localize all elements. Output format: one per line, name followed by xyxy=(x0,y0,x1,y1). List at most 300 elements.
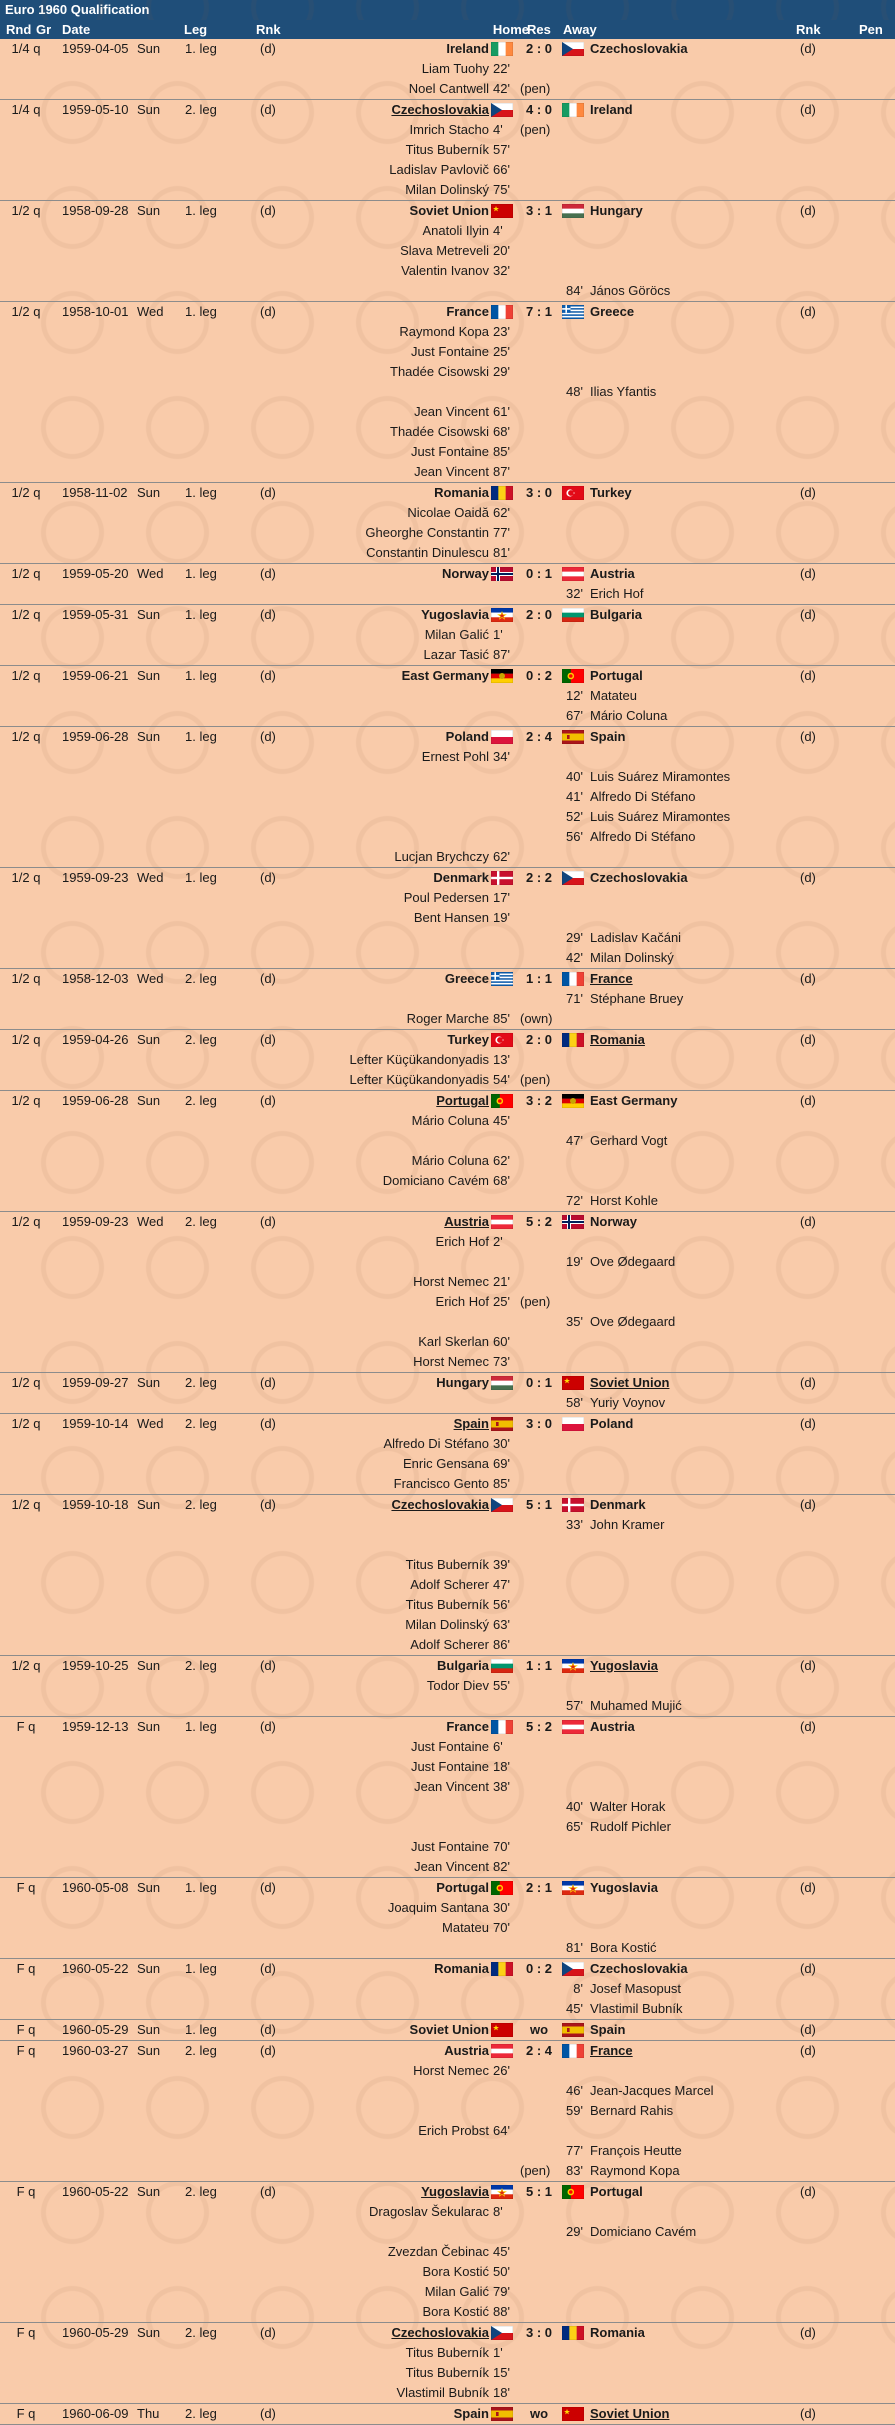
result-cell: 0 : 1 xyxy=(525,1375,552,1390)
round-cell: 1/2 q xyxy=(11,203,41,218)
leg-cell: 1. leg xyxy=(185,41,217,56)
away-team: Turkey xyxy=(590,485,632,500)
round-cell: 1/2 q xyxy=(11,1375,41,1390)
away-goal-minute: 46' xyxy=(566,2083,583,2098)
away-rank-cell: (d) xyxy=(800,2043,816,2058)
goal-note: (pen) xyxy=(520,2163,551,2178)
home-team: Soviet Union xyxy=(409,2022,489,2037)
home-flag-icon xyxy=(491,730,513,744)
home-scorer: Thadée Cisowski xyxy=(390,424,489,439)
away-flag-icon xyxy=(562,2023,584,2037)
away-goal-minute: 33' xyxy=(566,1517,583,1532)
leg-cell: 1. leg xyxy=(185,485,217,500)
result-cell: 5 : 1 xyxy=(525,1497,552,1512)
away-team: Portugal xyxy=(590,2184,643,2199)
date-cell: 1959-09-27 xyxy=(62,1375,129,1390)
away-scorer: Ilias Yfantis xyxy=(590,384,657,399)
date-cell: 1959-05-31 xyxy=(62,607,129,622)
leg-cell: 2. leg xyxy=(185,2325,217,2340)
home-goal-minute: 56' xyxy=(493,1597,510,1612)
away-goal-minute: 47' xyxy=(566,1133,583,1148)
home-goal-minute: 25' xyxy=(493,1294,510,1309)
away-scorer: Raymond Kopa xyxy=(590,2163,680,2178)
match-block xyxy=(0,564,895,605)
away-goal-minute: 42' xyxy=(566,950,583,965)
home-goal-minute: 68' xyxy=(493,424,510,439)
result-cell: 5 : 2 xyxy=(525,1214,552,1229)
round-cell: F q xyxy=(16,2022,36,2037)
weekday-cell: Sun xyxy=(137,2325,161,2340)
away-scorer: Bora Kostić xyxy=(590,1940,657,1955)
away-goal-minute: 59' xyxy=(566,2103,583,2118)
home-goal-minute: 75' xyxy=(493,182,510,197)
home-rank-cell: (d) xyxy=(260,2406,276,2421)
home-scorer: Titus Buberník xyxy=(405,1597,489,1612)
result-cell: 2 : 4 xyxy=(525,2043,552,2058)
match-block xyxy=(0,605,895,666)
home-team: Austria xyxy=(444,2043,489,2058)
home-rank-cell: (d) xyxy=(260,566,276,581)
away-team: Ireland xyxy=(590,102,633,117)
home-goal-minute: 70' xyxy=(493,1839,510,1854)
round-cell: 1/2 q xyxy=(11,1032,41,1047)
col-rnk-home: Rnk xyxy=(256,22,281,37)
weekday-cell: Sun xyxy=(137,1961,161,1976)
home-goal-minute: 1' xyxy=(493,627,503,642)
away-scorer: Ove Ødegaard xyxy=(590,1254,676,1269)
round-cell: 1/2 q xyxy=(11,1416,41,1431)
home-goal-minute: 68' xyxy=(493,1173,510,1188)
weekday-cell: Wed xyxy=(137,971,164,986)
match-block xyxy=(0,1717,895,1878)
result-cell: 5 : 1 xyxy=(525,2184,552,2199)
result-cell: 3 : 0 xyxy=(525,485,552,500)
date-cell: 1958-10-01 xyxy=(62,304,129,319)
leg-cell: 1. leg xyxy=(185,566,217,581)
leg-cell: 2. leg xyxy=(185,971,217,986)
result-cell: 2 : 2 xyxy=(525,870,552,885)
weekday-cell: Sun xyxy=(137,102,161,117)
home-scorer: Milan Dolinský xyxy=(405,182,489,197)
home-flag-icon xyxy=(491,2185,513,2199)
away-scorer: Yuriy Voynov xyxy=(590,1395,666,1410)
away-flag-icon xyxy=(562,730,584,744)
away-scorer: Luis Suárez Miramontes xyxy=(590,769,731,784)
away-goal-minute: 72' xyxy=(566,1193,583,1208)
goal-note: (pen) xyxy=(520,1072,551,1087)
home-flag-icon xyxy=(491,972,513,986)
home-goal-minute: 73' xyxy=(493,1354,510,1369)
weekday-cell: Sun xyxy=(137,2022,161,2037)
away-rank-cell: (d) xyxy=(800,41,816,56)
home-scorer: Todor Diev xyxy=(426,1678,489,1693)
leg-cell: 2. leg xyxy=(185,2184,217,2199)
away-goal-minute: 81' xyxy=(566,1940,583,1955)
home-scorer: Jean Vincent xyxy=(414,404,489,419)
round-cell: F q xyxy=(16,1880,36,1895)
match-block xyxy=(0,1030,895,1091)
date-cell: 1960-05-29 xyxy=(62,2022,129,2037)
home-scorer: Nicolae Oaidă xyxy=(407,505,489,520)
away-rank-cell: (d) xyxy=(800,870,816,885)
col-gr: Gr xyxy=(36,22,52,37)
away-flag-icon xyxy=(562,42,584,56)
home-scorer: Titus Buberník xyxy=(405,1557,489,1572)
away-flag-icon xyxy=(562,2185,584,2199)
home-goal-minute: 87' xyxy=(493,464,510,479)
home-rank-cell: (d) xyxy=(260,485,276,500)
home-scorer: Gheorghe Constantin xyxy=(365,525,489,540)
home-scorer: Titus Buberník xyxy=(405,2345,489,2360)
home-scorer: Lefter Küçükandonyadis xyxy=(349,1052,489,1067)
home-rank-cell: (d) xyxy=(260,1375,276,1390)
home-goal-minute: 47' xyxy=(493,1577,510,1592)
weekday-cell: Sun xyxy=(137,2043,161,2058)
round-cell: 1/2 q xyxy=(11,1093,41,1108)
away-flag-icon xyxy=(562,2044,584,2058)
away-scorer: Alfredo Di Stéfano xyxy=(590,829,696,844)
away-goal-minute: 40' xyxy=(566,769,583,784)
col-home: Home xyxy=(492,22,529,37)
match-block xyxy=(0,2404,895,2425)
match-block xyxy=(0,302,895,483)
home-scorer: Jean Vincent xyxy=(414,1779,489,1794)
home-flag-icon xyxy=(491,608,513,622)
away-team: Norway xyxy=(590,1214,637,1229)
away-rank-cell: (d) xyxy=(800,2325,816,2340)
away-scorer: Vlastimil Bubník xyxy=(590,2001,683,2016)
away-flag-icon xyxy=(562,103,584,117)
date-cell: 1959-12-13 xyxy=(62,1719,129,1734)
date-cell: 1960-03-27 xyxy=(62,2043,129,2058)
home-goal-minute: 62' xyxy=(493,1153,510,1168)
away-goal-minute: 83' xyxy=(566,2163,583,2178)
home-scorer: Just Fontaine xyxy=(410,344,489,359)
away-scorer: Luis Suárez Miramontes xyxy=(590,809,731,824)
away-flag-icon xyxy=(562,204,584,218)
match-block xyxy=(0,2182,895,2323)
home-flag-icon xyxy=(491,1376,513,1390)
away-scorer: Josef Masopust xyxy=(590,1981,682,1996)
away-flag-icon xyxy=(562,2326,584,2340)
home-flag-icon xyxy=(491,2023,513,2037)
round-cell: 1/2 q xyxy=(11,304,41,319)
home-goal-minute: 77' xyxy=(493,525,510,540)
col-date: Date xyxy=(62,22,91,37)
away-rank-cell: (d) xyxy=(800,102,816,117)
leg-cell: 2. leg xyxy=(185,2043,217,2058)
away-goal-minute: 45' xyxy=(566,2001,583,2016)
home-goal-minute: 57' xyxy=(493,142,510,157)
match-block xyxy=(0,2323,895,2404)
away-team: Czechoslovakia xyxy=(590,41,688,56)
round-cell: 1/2 q xyxy=(11,870,41,885)
date-cell: 1960-06-09 xyxy=(62,2406,129,2421)
round-cell: F q xyxy=(16,1719,36,1734)
result-cell: 4 : 0 xyxy=(525,102,552,117)
away-flag-icon xyxy=(562,305,584,319)
goal-note: (own) xyxy=(520,1011,553,1026)
match-block xyxy=(0,1495,895,1656)
home-scorer: Dragoslav Šekularac xyxy=(369,2204,489,2219)
home-goal-minute: 34' xyxy=(493,749,510,764)
home-goal-minute: 82' xyxy=(493,1859,510,1874)
away-team: Portugal xyxy=(590,668,643,683)
home-scorer: Ernest Pohl xyxy=(421,749,489,764)
leg-cell: 2. leg xyxy=(185,1214,217,1229)
away-goal-minute: 52' xyxy=(566,809,583,824)
home-scorer: Erich Probst xyxy=(418,2123,489,2138)
result-cell: 2 : 0 xyxy=(525,1032,552,1047)
home-flag-icon xyxy=(491,1215,513,1229)
match-block xyxy=(0,201,895,302)
home-goal-minute: 85' xyxy=(493,1011,510,1026)
home-scorer: Valentin Ivanov xyxy=(401,263,489,278)
home-scorer: Thadée Cisowski xyxy=(390,364,489,379)
home-flag-icon xyxy=(491,2044,513,2058)
home-rank-cell: (d) xyxy=(260,668,276,683)
away-goal-minute: 67' xyxy=(566,708,583,723)
away-rank-cell: (d) xyxy=(800,2184,816,2199)
leg-cell: 2. leg xyxy=(185,1416,217,1431)
away-team: Romania xyxy=(590,2325,645,2340)
home-scorer: Jean Vincent xyxy=(414,464,489,479)
away-goal-minute: 32' xyxy=(566,586,583,601)
col-rnk-away: Rnk xyxy=(796,22,821,37)
away-goal-minute: 48' xyxy=(566,384,583,399)
home-goal-minute: 4' xyxy=(493,122,503,137)
home-team: Denmark xyxy=(433,870,489,885)
away-flag-icon xyxy=(562,1215,584,1229)
home-scorer: Horst Nemec xyxy=(413,2063,489,2078)
home-goal-minute: 21' xyxy=(493,1274,510,1289)
col-pen: Pen xyxy=(859,22,883,37)
weekday-cell: Sun xyxy=(137,485,161,500)
date-cell: 1959-06-28 xyxy=(62,729,129,744)
away-rank-cell: (d) xyxy=(800,971,816,986)
away-rank-cell: (d) xyxy=(800,2406,816,2421)
home-scorer: Mário Coluna xyxy=(411,1153,489,1168)
result-cell: 7 : 1 xyxy=(525,304,552,319)
home-goal-minute: 55' xyxy=(493,1678,510,1693)
home-scorer: Milan Dolinský xyxy=(405,1617,489,1632)
away-goal-minute: 8' xyxy=(573,1981,583,1996)
home-scorer: Anatoli Ilyin xyxy=(422,223,489,238)
home-flag-icon xyxy=(491,42,513,56)
away-team: Austria xyxy=(590,1719,635,1734)
home-goal-minute: 6' xyxy=(493,1739,503,1754)
home-goal-minute: 32' xyxy=(493,263,510,278)
home-rank-cell: (d) xyxy=(260,1719,276,1734)
away-rank-cell: (d) xyxy=(800,1497,816,1512)
round-cell: 1/2 q xyxy=(11,1497,41,1512)
weekday-cell: Wed xyxy=(137,304,164,319)
away-rank-cell: (d) xyxy=(800,1032,816,1047)
weekday-cell: Sun xyxy=(137,41,161,56)
leg-cell: 2. leg xyxy=(185,1032,217,1047)
home-goal-minute: 2' xyxy=(493,1234,503,1249)
home-team: Hungary xyxy=(436,1375,489,1390)
home-team: Romania xyxy=(434,485,489,500)
away-rank-cell: (d) xyxy=(800,304,816,319)
home-scorer: Bora Kostić xyxy=(422,2304,489,2319)
round-cell: 1/2 q xyxy=(11,729,41,744)
home-goal-minute: 63' xyxy=(493,1617,510,1632)
match-block xyxy=(0,2041,895,2182)
round-cell: 1/4 q xyxy=(11,41,41,56)
home-goal-minute: 4' xyxy=(493,223,503,238)
col-away: Away xyxy=(563,22,597,37)
away-team: Denmark xyxy=(590,1497,646,1512)
leg-cell: 1. leg xyxy=(185,1961,217,1976)
home-scorer: Raymond Kopa xyxy=(399,324,489,339)
away-team: Soviet Union xyxy=(590,2406,670,2421)
home-scorer: Constantin Dinulescu xyxy=(366,545,489,560)
home-rank-cell: (d) xyxy=(260,607,276,622)
result-cell: 3 : 1 xyxy=(525,203,552,218)
leg-cell: 1. leg xyxy=(185,729,217,744)
home-scorer: Just Fontaine xyxy=(410,1839,489,1854)
home-goal-minute: 42' xyxy=(493,81,510,96)
result-cell: 1 : 1 xyxy=(525,971,552,986)
result-cell: 5 : 2 xyxy=(525,1719,552,1734)
date-cell: 1959-05-20 xyxy=(62,566,129,581)
home-scorer: Joaquim Santana xyxy=(387,1900,489,1915)
home-rank-cell: (d) xyxy=(260,1214,276,1229)
home-scorer: Bora Kostić xyxy=(422,2264,489,2279)
away-goal-minute: 77' xyxy=(566,2143,583,2158)
home-goal-minute: 60' xyxy=(493,1334,510,1349)
away-flag-icon xyxy=(562,608,584,622)
home-flag-icon xyxy=(491,305,513,319)
away-flag-icon xyxy=(562,1720,584,1734)
home-team: Romania xyxy=(434,1961,489,1976)
away-scorer: Alfredo Di Stéfano xyxy=(590,789,696,804)
home-flag-icon xyxy=(491,1962,513,1976)
leg-cell: 2. leg xyxy=(185,102,217,117)
home-rank-cell: (d) xyxy=(260,2043,276,2058)
match-block xyxy=(0,1414,895,1495)
away-team: Spain xyxy=(590,729,626,744)
home-team: Portugal xyxy=(436,1880,489,1895)
date-cell: 1958-12-03 xyxy=(62,971,129,986)
home-team: Turkey xyxy=(447,1032,489,1047)
round-cell: F q xyxy=(16,2406,36,2421)
away-team: East Germany xyxy=(590,1093,678,1108)
home-goal-minute: 18' xyxy=(493,1759,510,1774)
home-goal-minute: 86' xyxy=(493,1637,510,1652)
away-scorer: János Göröcs xyxy=(590,283,671,298)
home-scorer: Zvezdan Čebinac xyxy=(387,2244,489,2259)
away-rank-cell: (d) xyxy=(800,2022,816,2037)
home-goal-minute: 88' xyxy=(493,2304,510,2319)
date-cell: 1959-10-25 xyxy=(62,1658,129,1673)
home-flag-icon xyxy=(491,1033,513,1047)
home-flag-icon xyxy=(491,1498,513,1512)
home-goal-minute: 30' xyxy=(493,1436,510,1451)
result-cell: 0 : 1 xyxy=(525,566,552,581)
home-goal-minute: 85' xyxy=(493,1476,510,1491)
home-scorer: Titus Buberník xyxy=(405,2365,489,2380)
home-goal-minute: 66' xyxy=(493,162,510,177)
round-cell: 1/2 q xyxy=(11,566,41,581)
home-scorer: Titus Buberník xyxy=(405,142,489,157)
away-flag-icon xyxy=(562,1033,584,1047)
away-team: Czechoslovakia xyxy=(590,870,688,885)
leg-cell: 1. leg xyxy=(185,668,217,683)
leg-cell: 1. leg xyxy=(185,870,217,885)
result-cell: wo xyxy=(529,2406,549,2421)
away-scorer: Rudolf Pichler xyxy=(590,1819,671,1834)
leg-cell: 1. leg xyxy=(185,1719,217,1734)
leg-cell: 2. leg xyxy=(185,1093,217,1108)
date-cell: 1958-11-02 xyxy=(62,485,128,500)
home-rank-cell: (d) xyxy=(260,1961,276,1976)
away-goal-minute: 12' xyxy=(566,688,583,703)
result-cell: 3 : 0 xyxy=(525,2325,552,2340)
home-rank-cell: (d) xyxy=(260,1497,276,1512)
away-scorer: Stéphane Bruey xyxy=(590,991,684,1006)
weekday-cell: Sun xyxy=(137,1032,161,1047)
page-title: Euro 1960 Qualification xyxy=(0,0,895,20)
leg-cell: 2. leg xyxy=(185,1497,217,1512)
match-block xyxy=(0,1959,895,2020)
home-scorer: Horst Nemec xyxy=(413,1354,489,1369)
result-cell: wo xyxy=(529,2022,549,2037)
home-goal-minute: 38' xyxy=(493,1779,510,1794)
match-block xyxy=(0,727,895,868)
home-team: Yugoslavia xyxy=(421,2184,489,2199)
away-scorer: Gerhard Vogt xyxy=(590,1133,668,1148)
home-flag-icon xyxy=(491,204,513,218)
away-goal-minute: 84' xyxy=(566,283,583,298)
round-cell: F q xyxy=(16,1961,36,1976)
away-rank-cell: (d) xyxy=(800,1416,816,1431)
away-scorer: Domiciano Cavém xyxy=(590,2224,697,2239)
date-cell: 1960-05-08 xyxy=(62,1880,129,1895)
home-flag-icon xyxy=(491,1417,513,1431)
home-scorer: Lucjan Brychczy xyxy=(394,849,489,864)
home-scorer: Horst Nemec xyxy=(413,1274,489,1289)
col-res: Res xyxy=(527,22,551,37)
away-goal-minute: 29' xyxy=(566,930,583,945)
match-block xyxy=(0,1878,895,1959)
home-team: France xyxy=(446,304,489,319)
home-team: Austria xyxy=(444,1214,489,1229)
home-scorer: Vlastimil Bubník xyxy=(396,2385,489,2400)
away-goal-minute: 40' xyxy=(566,1799,583,1814)
away-team: France xyxy=(590,971,633,986)
home-scorer: Slava Metreveli xyxy=(400,243,489,258)
away-flag-icon xyxy=(562,1417,584,1431)
away-flag-icon xyxy=(562,1498,584,1512)
home-team: Soviet Union xyxy=(409,203,489,218)
away-scorer: John Kramer xyxy=(590,1517,665,1532)
home-scorer: Roger Marche xyxy=(406,1011,489,1026)
away-team: Romania xyxy=(590,1032,645,1047)
round-cell: F q xyxy=(16,2184,36,2199)
home-goal-minute: 18' xyxy=(493,2385,510,2400)
home-rank-cell: (d) xyxy=(260,2184,276,2199)
away-rank-cell: (d) xyxy=(800,485,816,500)
home-team: Greece xyxy=(444,971,489,986)
home-goal-minute: 62' xyxy=(493,849,510,864)
home-goal-minute: 20' xyxy=(493,243,510,258)
home-goal-minute: 26' xyxy=(493,2063,510,2078)
away-scorer: Jean-Jacques Marcel xyxy=(590,2083,714,2098)
match-block xyxy=(0,969,895,1030)
weekday-cell: Sun xyxy=(137,1880,161,1895)
